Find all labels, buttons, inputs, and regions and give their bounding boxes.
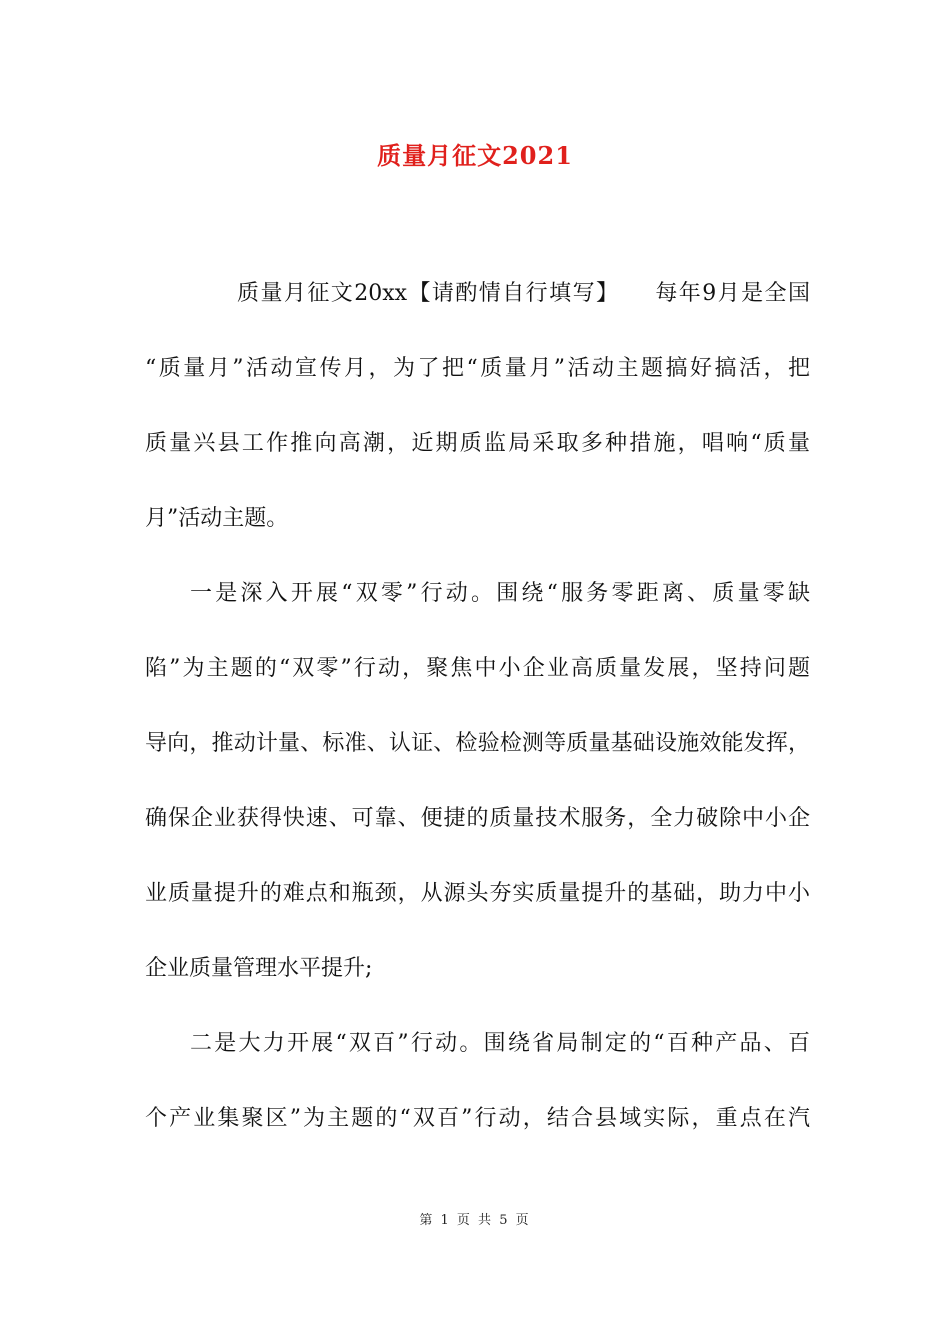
paragraph-line: 个产业集聚区”为主题的“双百”行动，结合县域实际，重点在汽 xyxy=(145,1106,810,1131)
paragraph-line: 业质量提升的难点和瓶颈，从源头夯实质量提升的基础，助力中小 xyxy=(145,881,810,906)
paragraph-line: 二是大力开展“双百”行动。围绕省局制定的“百种产品、百 xyxy=(190,1031,810,1056)
paragraph-line: 导向，推动计量、标准、认证、检验检测等质量基础设施效能发挥， xyxy=(145,731,810,756)
paragraph-line: 一是深入开展“双零”行动。围绕“服务零距离、质量零缺 xyxy=(190,581,810,606)
paragraph-line: 月”活动主题。 xyxy=(145,506,289,531)
paragraph-line: 陷”为主题的“双零”行动，聚焦中小企业高质量发展，坚持问题 xyxy=(145,656,810,681)
page-number-footer: 第 1 页 共 5 页 xyxy=(419,1213,531,1228)
paragraph-line: 企业质量管理水平提升; xyxy=(145,956,373,981)
paragraph-line: 质量兴县工作推向高潮，近期质监局采取多种措施，唱响“质量 xyxy=(145,431,810,456)
paragraph-line: 确保企业获得快速、可靠、便捷的质量技术服务，全力破除中小企 xyxy=(145,806,810,831)
paragraph-line: 质量月征文20xx【请酌情自行填写】 每年9月是全国 xyxy=(237,281,810,306)
paragraph-line: “质量月”活动宣传月，为了把“质量月”活动主题搞好搞活，把 xyxy=(145,356,810,381)
page-title: 质量月征文2021 xyxy=(377,141,573,170)
